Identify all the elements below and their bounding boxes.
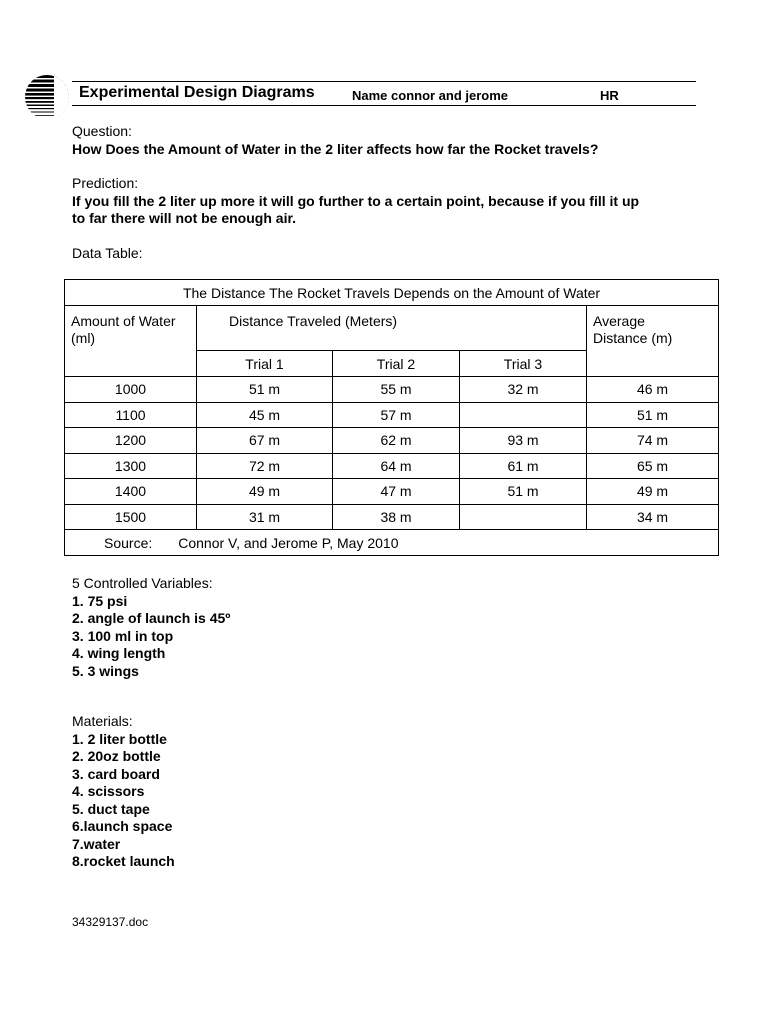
trial-2-cell: 38 m [333, 504, 460, 530]
average-cell: 49 m [587, 479, 719, 505]
table-row [65, 453, 719, 479]
list-item: 2. angle of launch is 45º [72, 610, 231, 626]
materials-label: Materials: [72, 713, 133, 729]
amount-header: Amount of Water (ml) [65, 306, 197, 377]
file-name-footer: 34329137.doc [72, 915, 149, 929]
list-item: 1. 2 liter bottle [72, 730, 167, 747]
amount-cell: 1400 [65, 479, 197, 505]
trial-1-cell: 72 m [197, 453, 333, 479]
trial-1-cell: 67 m [197, 428, 333, 454]
list-item: 3. 100 ml in top [72, 627, 174, 644]
trial-3-cell: 61 m [460, 453, 587, 479]
average-cell: 46 m [587, 377, 719, 403]
trial-1-header: Trial 1 [197, 351, 333, 377]
trial-2-cell: 47 m [333, 479, 460, 505]
list-item: 5. 3 wings [72, 662, 139, 679]
hr-field: HR [600, 88, 619, 103]
trial-1-cell: 31 m [197, 504, 333, 530]
header-top-rule [72, 81, 696, 82]
trial-2-cell: 64 m [333, 453, 460, 479]
average-cell: 51 m [587, 402, 719, 428]
prediction-line-1: If you fill the 2 liter up more it will go further to a certain point, because if you fill it up [72, 192, 640, 209]
list-item: 4. scissors [72, 783, 145, 799]
prediction-section [72, 175, 692, 228]
source-text: Connor V, and Jerome P, May 2010 [178, 534, 399, 551]
trial-1-cell: 51 m [197, 377, 333, 403]
average-cell: 65 m [587, 453, 719, 479]
data-table [64, 279, 719, 556]
trial-1-cell: 45 m [197, 402, 333, 428]
list-item: 6.launch space [72, 818, 173, 834]
name-field: Name connor and jerome [352, 88, 509, 103]
table-row [65, 479, 719, 505]
average-header: Average Distance (m) [587, 306, 719, 377]
question-label: Question: [72, 123, 132, 139]
table-row [65, 377, 719, 403]
prediction-label: Prediction: [72, 175, 139, 191]
table-row [65, 402, 719, 428]
trial-3-cell: 32 m [460, 377, 587, 403]
table-row [65, 504, 719, 530]
question-section [72, 123, 692, 158]
trial-3-cell [460, 402, 587, 428]
trial-3-header: Trial 3 [460, 351, 587, 377]
trial-3-cell: 51 m [460, 479, 587, 505]
trial-3-cell [460, 504, 587, 530]
table-source [65, 530, 719, 556]
trial-3-cell: 93 m [460, 428, 587, 454]
document-title: Experimental Design Diagrams [79, 84, 315, 101]
average-cell: 74 m [587, 428, 719, 454]
controlled-variables-label: 5 Controlled Variables: [72, 575, 213, 591]
list-item: 3. card board [72, 765, 160, 782]
amount-cell: 1000 [65, 377, 197, 403]
trial-2-header: Trial 2 [333, 351, 460, 377]
trial-1-cell: 49 m [197, 479, 333, 505]
data-table-label: Data Table: [72, 245, 143, 261]
list-item: 1. 75 psi [72, 592, 128, 609]
table-row [65, 428, 719, 454]
header-bottom-rule [72, 105, 696, 106]
list-item: 2. 20oz bottle [72, 748, 161, 764]
amount-cell: 1300 [65, 453, 197, 479]
source-label: Source: [104, 534, 153, 551]
question-text: How Does the Amount of Water in the 2 liter affects how far the Rocket travels? [72, 140, 599, 157]
amount-cell: 1200 [65, 428, 197, 454]
list-item: 4. wing length [72, 645, 166, 661]
materials-section [72, 713, 692, 871]
amount-cell: 1100 [65, 402, 197, 428]
list-item: 7.water [72, 835, 121, 852]
average-cell: 34 m [587, 504, 719, 530]
list-item: 5. duct tape [72, 800, 150, 817]
trial-2-cell: 57 m [333, 402, 460, 428]
distance-header: Distance Traveled (Meters) [197, 306, 587, 351]
amount-cell: 1500 [65, 504, 197, 530]
list-item: 8.rocket launch [72, 853, 175, 869]
table-caption: The Distance The Rocket Travels Depends on the Amount of Water [65, 280, 719, 306]
logo-icon [24, 74, 70, 120]
trial-2-cell: 55 m [333, 377, 460, 403]
trial-2-cell: 62 m [333, 428, 460, 454]
controlled-variables-section [72, 575, 692, 680]
prediction-line-2: to far there will not be enough air. [72, 210, 297, 226]
